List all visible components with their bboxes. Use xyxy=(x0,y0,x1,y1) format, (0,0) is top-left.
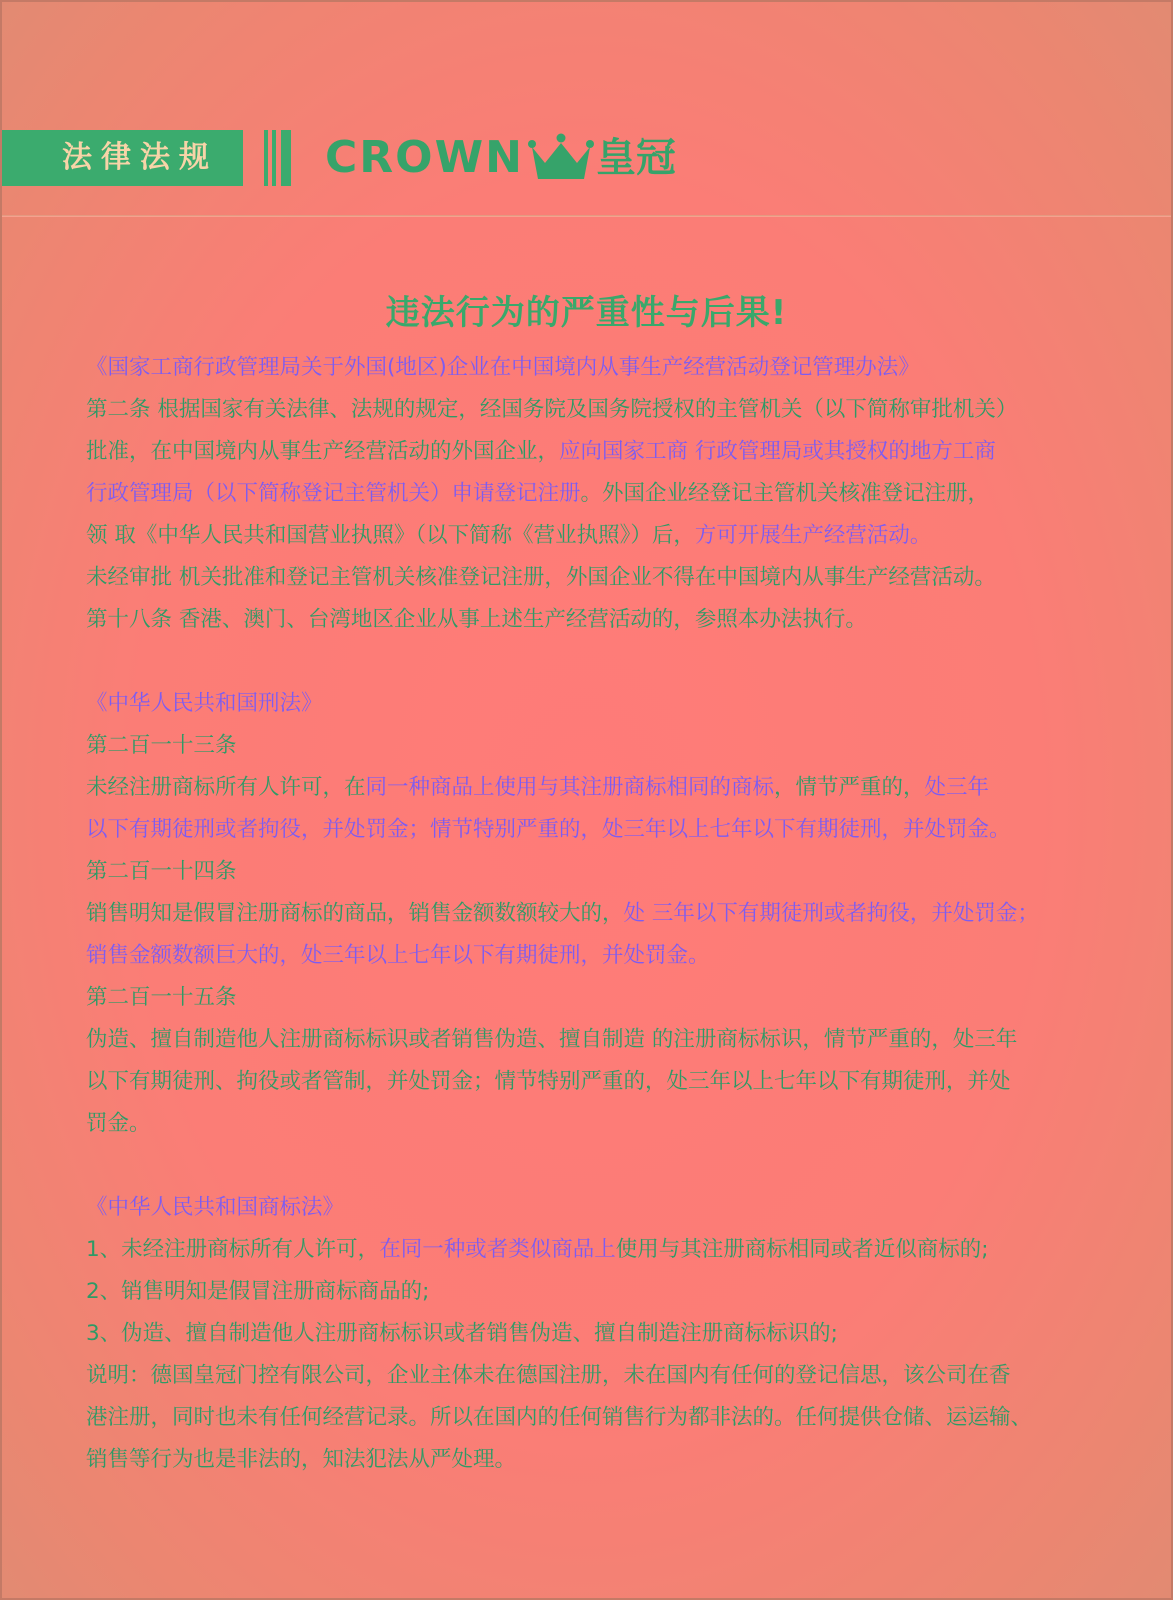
document-body xyxy=(86,347,1126,1481)
paragraph-line xyxy=(86,893,1126,935)
note-line: 港注册，同时也未有任何经营记录。所以在国内的任何销售行为都非法的。任何提供仓储、运运输、 xyxy=(86,1405,1033,1430)
section-heading: 《中华人民共和国刑法》 xyxy=(86,691,323,716)
list-item: 2、销售明知是假冒注册商标商品的; xyxy=(86,1279,430,1304)
section-heading: 《国家工商行政管理局关于外国(地区)企业在中国境内从事生产经营活动登记管理办法》 xyxy=(86,355,920,380)
page-title: 违法行为的严重性与后果! xyxy=(385,293,788,333)
tag-divider-bar xyxy=(281,130,291,186)
highlight-span: 方可开展生产经营活动。 xyxy=(694,523,932,548)
paragraph-line xyxy=(86,431,1126,473)
paragraph-line: 未经审批 机关批准和登记主管机关核准登记注册，外国企业不得在中国境内从事生产经营活动。 xyxy=(86,565,996,590)
text-span: 未经注册商标所有人许可，在 xyxy=(86,775,366,800)
text-span: 。外国企业经登记主管机关核准登记注册， xyxy=(580,481,990,506)
text-span: 使用与其注册商标相同或者近似商标的; xyxy=(615,1237,989,1262)
text-span: 1、未经注册商标所有人许可， xyxy=(86,1237,380,1262)
highlight-span: 处 三年以下有期徒刑或者拘役，并处罚金； xyxy=(623,901,1039,926)
brand-name-en: CROWN xyxy=(325,132,524,183)
category-tag: 法律法规 xyxy=(2,130,243,186)
highlight-span: 处三年 xyxy=(924,775,990,800)
section-heading: 《中华人民共和国商标法》 xyxy=(86,1195,345,1220)
highlight-span: 应向国家工商 行政管理局或其授权的地方工商 xyxy=(559,439,996,464)
section-spacer xyxy=(86,641,1126,683)
article-number: 第二百一十五条 xyxy=(86,985,237,1010)
paragraph-line: 第十八条 香港、澳门、台湾地区企业从事上述生产经营活动的，参照本办法执行。 xyxy=(86,607,867,632)
note-line: 销售等行为也是非法的，知法犯法从严处理。 xyxy=(86,1447,517,1472)
text-span: 销售明知是假冒注册商标的商品，销售金额数额较大的， xyxy=(86,901,624,926)
section-spacer xyxy=(86,1145,1126,1187)
paragraph-line: 罚金。 xyxy=(86,1111,151,1136)
tag-divider-bar xyxy=(272,130,276,186)
list-item: 3、伪造、擅自制造他人注册商标标识或者销售伪造、擅自制造注册商标标识的; xyxy=(86,1321,838,1346)
paragraph-line xyxy=(86,767,1126,809)
text-span: ，情节严重的， xyxy=(774,775,925,800)
highlight-span: 行政管理局（以下简称登记主管机关）申请登记注册 xyxy=(86,481,581,506)
paragraph-line xyxy=(86,515,1126,557)
paragraph-line: 销售金额数额巨大的，处三年以上七年以下有期徒刑，并处罚金。 xyxy=(86,943,710,968)
crown-icon xyxy=(528,133,594,183)
list-item xyxy=(86,1229,1126,1271)
tag-divider-bar xyxy=(264,130,268,186)
paragraph-line xyxy=(86,473,1126,515)
brand-logo xyxy=(325,130,676,186)
header-divider xyxy=(2,215,1171,217)
paragraph-line: 伪造、擅自制造他人注册商标标识或者销售伪造、擅自制造 的注册商标标识，情节严重的，处三年 xyxy=(86,1027,1018,1052)
paragraph-line: 第二条 根据国家有关法律、法规的规定，经国务院及国务院授权的主管机关（以下简称审批机关） xyxy=(86,397,1018,422)
highlight-span: 同一种商品上使用与其注册商标相同的商标 xyxy=(365,775,775,800)
article-number: 第二百一十三条 xyxy=(86,733,237,758)
note-line: 说明：德国皇冠门控有限公司，企业主体未在德国注册，未在国内有任何的登记信思，该公司在香 xyxy=(86,1363,1011,1388)
brand-name-cn: 皇冠 xyxy=(595,135,676,181)
paragraph-line: 以下有期徒刑、拘役或者管制，并处罚金；情节特别严重的，处三年以上七年以下有期徒刑，并处 xyxy=(86,1069,1011,1094)
article-number: 第二百一十四条 xyxy=(86,859,237,884)
paragraph-line: 以下有期徒刑或者拘役，并处罚金；情节特别严重的，处三年以上七年以下有期徒刑，并处罚金。 xyxy=(86,817,1011,842)
highlight-span: 在同一种或者类似商品上 xyxy=(379,1237,616,1262)
text-span: 领 取《中华人民共和国营业执照》（以下简称《营业执照》）后， xyxy=(86,523,695,548)
text-span: 批准，在中国境内从事生产经营活动的外国企业， xyxy=(86,439,560,464)
